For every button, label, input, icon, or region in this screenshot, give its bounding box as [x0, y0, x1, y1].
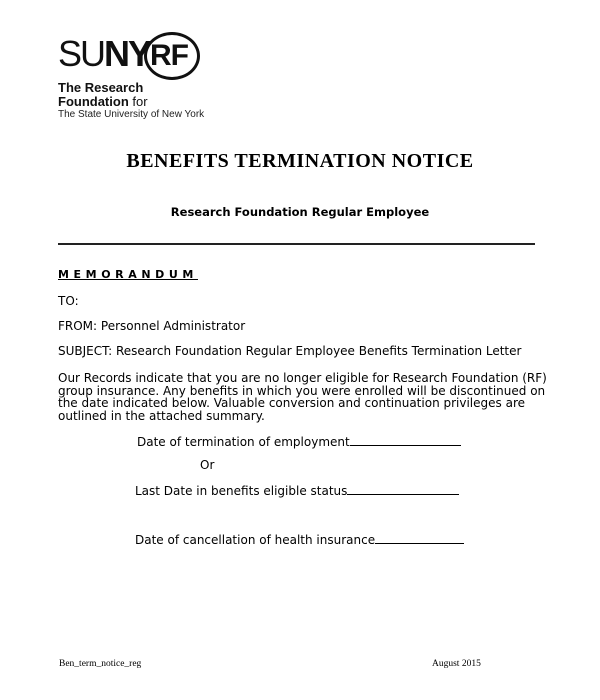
footer-document-id: Ben_term_notice_reg [59, 659, 142, 669]
logo-line-suny: The State University of New York [58, 109, 205, 120]
termination-date-label: Date of termination of employment [137, 435, 350, 449]
logo-line-research: The Research [58, 80, 144, 95]
horizontal-rule [58, 243, 535, 245]
document-title: BENEFITS TERMINATION NOTICE [126, 150, 474, 172]
suny-rf-logo [58, 32, 218, 122]
last-eligible-field [135, 483, 459, 498]
health-cancel-field [135, 532, 464, 547]
termination-date-blank[interactable] [350, 434, 461, 446]
logo-foundation-bold: Foundation [58, 94, 129, 109]
logo-ny: NY [104, 33, 151, 74]
or-label: Or [200, 458, 215, 472]
logo-rf: RF [150, 39, 188, 72]
memo-to: TO: [58, 294, 79, 308]
memo-subject: SUBJECT: Research Foundation Regular Employee Benefits Termination Letter [58, 344, 522, 358]
memo-from: FROM: Personnel Administrator [58, 319, 246, 333]
health-cancel-label: Date of cancellation of health insurance [135, 533, 376, 547]
last-eligible-label: Last Date in benefits eligible status [135, 484, 348, 498]
termination-date-field [137, 434, 461, 449]
logo-su: SU [58, 33, 105, 74]
memorandum-heading: MEMORANDUM [58, 268, 198, 281]
logo-for: for [128, 94, 148, 109]
memo-paragraph: Our Records indicate that you are no longer eligible for Research Foundation (RF) group insurance. Any benefits in which you were enrolled will be discontinued on the date indicated below. Valuable conversion and continuation privileges are outlined in the attached summary. [58, 371, 547, 423]
document-subtitle: Research Foundation Regular Employee [170, 205, 430, 219]
health-cancel-blank[interactable] [375, 532, 464, 544]
logo-suny-wordmark [58, 33, 151, 74]
logo-line-foundation [58, 94, 148, 109]
last-eligible-blank[interactable] [347, 483, 459, 495]
footer-date: August 2015 [432, 659, 481, 669]
